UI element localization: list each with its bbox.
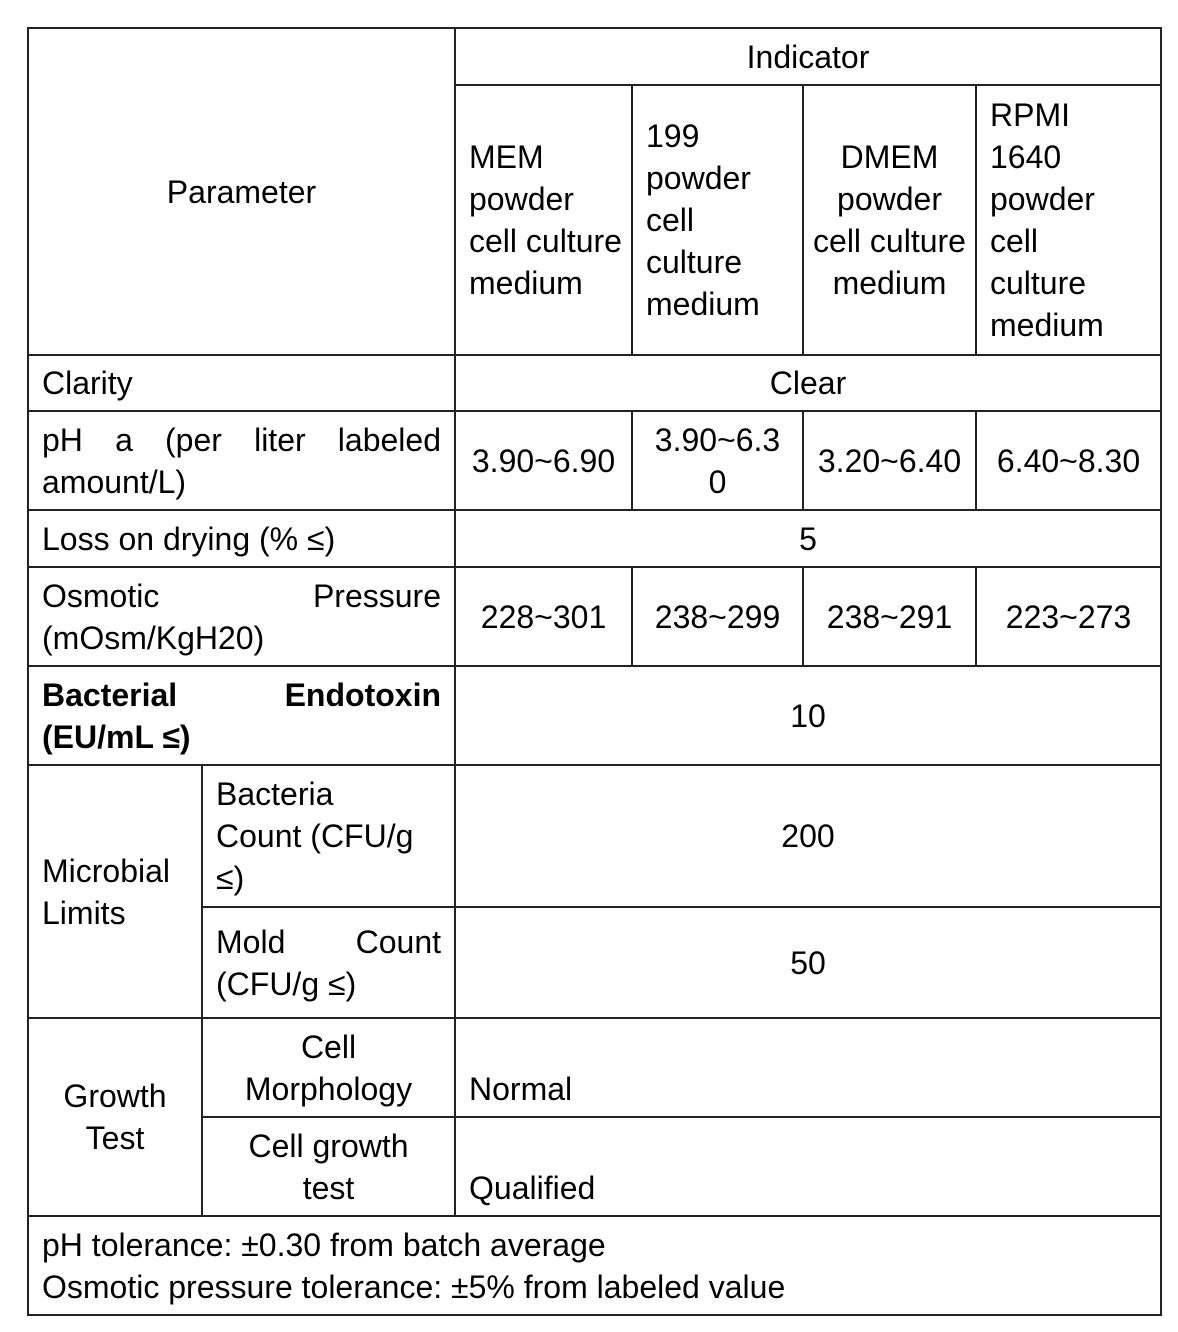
group-growth-test: Growth Test (63, 1078, 167, 1156)
value-osm-rpmi: 223~273 (1005, 598, 1132, 635)
header-indicator: Indicator (746, 38, 870, 75)
header-mem: MEM powder cell culture medium (469, 139, 622, 301)
row-label-ph: pH a (per liter labeled amount/L) (42, 421, 441, 500)
header-dmem: DMEM powder cell culture medium (813, 139, 966, 301)
row-label-cell-growth: Cell growth test (248, 1127, 409, 1206)
row-label-bacteria: Bacteria Count (CFU/g ≤) (216, 776, 414, 896)
row-label-osmotic: Osmotic Pressure (mOsm/KgH20) (42, 577, 441, 656)
row-label-morphology: Cell Morphology (244, 1028, 413, 1107)
value-morphology: Normal (469, 1071, 573, 1107)
border (1160, 27, 1162, 1316)
value-cell-growth: Qualified (469, 1170, 596, 1206)
value-ph-dmem: 3.20~6.40 (817, 442, 962, 479)
row-label-endotoxin: Bacterial Endotoxin (EU/mL ≤) (42, 676, 441, 755)
row-label-loss: Loss on drying (% ≤) (42, 520, 336, 557)
header-199: 199 powder cell culture medium (646, 118, 760, 322)
value-loss: 5 (799, 520, 817, 557)
group-microbial-limits: Microbial Limits (42, 852, 171, 931)
value-ph-199: 3.90~6.30 (654, 421, 781, 500)
value-mold: 50 (790, 944, 826, 981)
value-clarity: Clear (769, 365, 847, 401)
value-ph-mem: 3.90~6.90 (471, 442, 616, 479)
header-rpmi: RPMI 1640 powder cell culture medium (990, 97, 1104, 343)
value-bacteria: 200 (781, 818, 835, 854)
value-osm-mem: 228~301 (480, 598, 607, 635)
row-label-mold: Mold Count (CFU/g ≤) (216, 923, 441, 1002)
border (27, 1314, 1162, 1316)
footnote-ph: pH tolerance: ±0.30 from batch average (42, 1226, 606, 1263)
value-endotoxin: 10 (790, 697, 826, 734)
footnotes (29, 1217, 1160, 1314)
value-ph-rpmi: 6.40~8.30 (996, 442, 1141, 479)
header-parameter: Parameter (166, 173, 317, 210)
row-label-clarity: Clarity (42, 365, 133, 401)
footnote-osmotic: Osmotic pressure tolerance: ±5% from labeled value (42, 1268, 786, 1305)
value-osm-199: 238~299 (654, 598, 781, 635)
value-osm-dmem: 238~291 (826, 598, 953, 635)
